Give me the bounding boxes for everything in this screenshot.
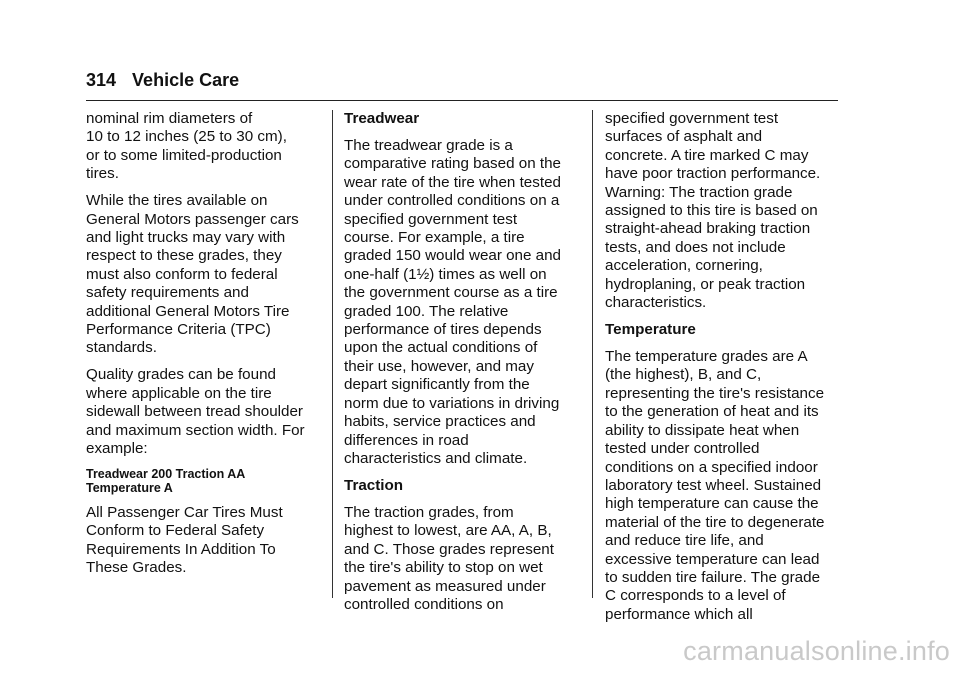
section-heading-temperature: Temperature bbox=[605, 321, 696, 339]
column-3 bbox=[605, 110, 833, 633]
section-title: Vehicle Care bbox=[132, 70, 240, 90]
paragraph: The traction grades, from highest to lowest, are AA, A, B, and C. Those grades represent the tire's ability to stop on wet pavement as measured under controlled conditions on bbox=[344, 503, 554, 613]
section-heading-traction: Traction bbox=[344, 476, 404, 494]
section-heading-treadwear: Treadwear bbox=[344, 110, 420, 127]
paragraph: The temperature grades are A (the highest), B, and C, representing the tire's resistance to the generation of heat and its ability to dissipate heat when tested under controlled conditions on a specified indoor laboratory test wheel. Sustained high temperature can cause the material of the tire to degenerate and reduce tire life, and excessive temperature can lead to sudden tire failure. The grade C corresponds to a level of performance which all bbox=[605, 348, 825, 623]
header-rule bbox=[86, 100, 838, 101]
column-1 bbox=[86, 110, 314, 586]
page-number: 314 bbox=[86, 70, 117, 90]
grade-example: Treadwear 200 Traction AA Temperature A bbox=[86, 467, 246, 496]
paragraph: nominal rim diameters of 10 to 12 inches (25 to 30 cm), or to some limited-production tires. bbox=[86, 110, 287, 183]
paragraph: specified government test surfaces of asphalt and concrete. A tire marked C may have poor traction performance. Warning: The traction grade assigned to this tire is based on straight-ahead braking traction tests, and does not include acceleration, cornering, hydroplaning, or peak traction characteristics. bbox=[605, 110, 821, 312]
column-divider bbox=[592, 110, 593, 598]
column-divider bbox=[332, 110, 333, 598]
paragraph: The treadwear grade is a comparative rating based on the wear rate of the tire when tested under controlled conditions on a specified government test course. For example, a tire graded 150 would wear one and one-half (1½) times as well on the government course as a tire graded 100. The relative performance of tires depends upon the actual conditions of their use, however, and may depart significantly from the norm due to variations in driving habits, service practices and differences in road characteristics and climate. bbox=[344, 137, 562, 467]
paragraph: Quality grades can be found where applicable on the tire sidewall between tread shoulder and maximum section width. For example: bbox=[86, 366, 305, 458]
paragraph: While the tires available on General Motors passenger cars and light trucks may vary with respect to these grades, they must also conform to federal safety requirements and additional General Motors Tire Performance Criteria (TPC) standards. bbox=[86, 192, 299, 357]
paragraph: All Passenger Car Tires Must Conform to Federal Safety Requirements In Addition To These Grades. bbox=[86, 503, 283, 576]
watermark: carmanualsonline.info bbox=[683, 636, 950, 666]
page-header bbox=[86, 70, 239, 91]
column-2 bbox=[344, 110, 572, 623]
